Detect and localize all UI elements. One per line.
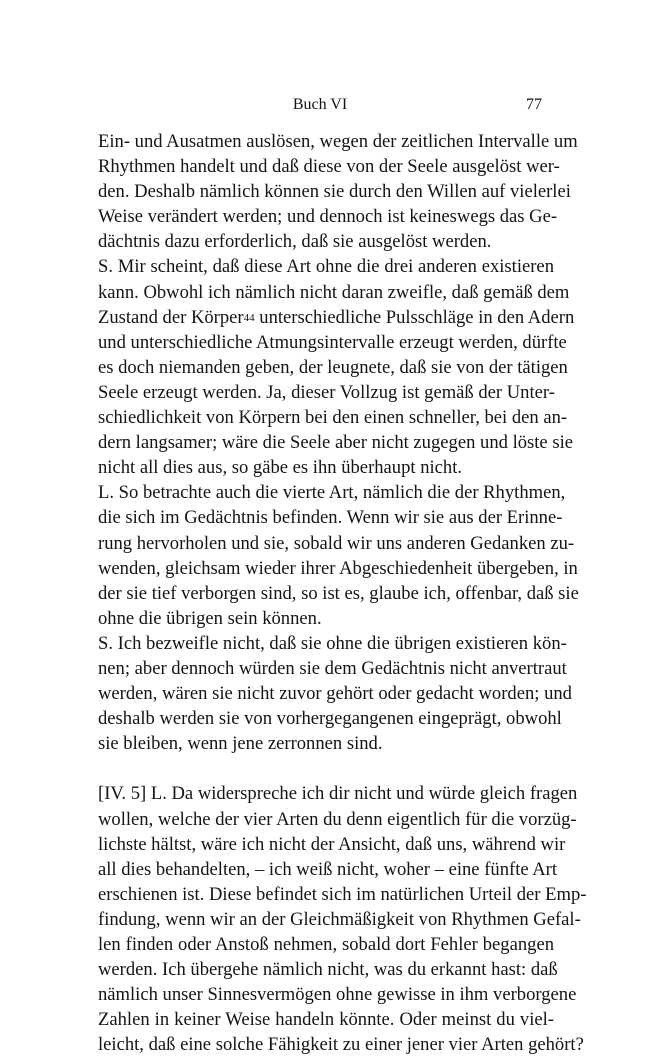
running-title: Buch VI — [292, 96, 348, 113]
text-line: werden. Ich übergehe nämlich nicht, was du erkannt hast: daß — [98, 959, 558, 981]
page-number: 77 — [526, 96, 542, 113]
text-line: den. Deshalb nämlich können sie durch den Willen auf vielerlei — [98, 181, 571, 203]
text-line: erschienen ist. Diese befindet sich im natürlichen Urteil der Emp- — [98, 883, 587, 905]
text-line: nämlich unser Sinnesvermögen ohne gewisse in ihm verborgene — [98, 984, 577, 1006]
text-line: schiedlichkeit von Körpern bei den einen schneller, bei den an- — [98, 407, 568, 429]
text-line: deshalb werden sie von vorhergegangenen eingeprägt, obwohl — [98, 708, 562, 730]
text-line: Rhythmen handelt und daß diese von der Seele ausgelöst wer- — [98, 156, 560, 178]
text-line: der sie tief verborgen sind, so ist es, glaube ich, offenbar, daß sie — [98, 582, 579, 604]
body-text — [98, 129, 587, 1057]
text-line: kann. Obwohl ich nämlich nicht daran zweifle, daß gemäß dem — [98, 281, 570, 303]
text-line: lichste hältst, wäre ich nicht der Ansicht, daß uns, während wir — [98, 833, 566, 855]
text-line: nicht all dies aus, so gäbe es ihn überhaupt nicht. — [98, 457, 463, 479]
text-line: all dies behandelten, – ich weiß nicht, woher – eine fünfte Art — [98, 858, 558, 880]
text-line: S. Mir scheint, daß diese Art ohne die drei anderen existieren — [98, 256, 554, 278]
text-line: rung hervorholen und sie, sobald wir uns anderen Gedanken zu- — [98, 532, 575, 554]
text-line: die sich im Gedächtnis befinden. Wenn wir sie aus der Erinne- — [98, 507, 563, 529]
text-line: und unterschiedliche Atmungsintervalle erzeugt werden, dürfte — [98, 331, 567, 353]
text-line: sie bleiben, wenn jene zerronnen sind. — [98, 733, 383, 755]
text-fragment: Zustand der Körper — [98, 306, 244, 328]
text-line: L. So betrachte auch die vierte Art, nämlich die der Rhythmen, — [98, 482, 566, 504]
text-line: Zahlen in keiner Weise handeln könnte. Oder meinst du viel- — [98, 1009, 554, 1031]
text-line: nen; aber dennoch würden sie dem Gedächtnis nicht anvertraut — [98, 657, 567, 679]
text-line-with-footnote — [98, 305, 575, 330]
text-fragment: unterschiedliche Pulsschläge in den Adern — [259, 306, 575, 328]
footnote-reference: 44 — [243, 311, 255, 324]
running-head — [98, 96, 542, 118]
text-line: [IV. 5] L. Da widerspreche ich dir nicht und würde gleich fragen — [98, 783, 578, 805]
text-line: Ein- und Ausatmen auslösen, wegen der zeitlichen Intervalle um — [98, 131, 578, 152]
text-line: leicht, daß eine solche Fähigkeit zu einer jener vier Arten gehört? — [98, 1034, 584, 1056]
text-line: es doch niemanden geben, der leugnete, daß sie von der tätigen — [98, 356, 568, 378]
text-line: wollen, welche der vier Arten du denn eigentlich für die vorzüg- — [98, 808, 577, 830]
text-line: len finden oder Anstoß nehmen, sobald dort Fehler begangen — [98, 934, 554, 955]
text-line: S. Ich bezweifle nicht, daß sie ohne die übrigen existieren kön- — [98, 632, 567, 654]
text-line: dächtnis dazu erforderlich, daß sie ausgelöst werden. — [98, 231, 492, 253]
text-line: findung, wenn wir an der Gleichmäßigkeit von Rhythmen Gefal- — [98, 908, 581, 930]
text-line: dern langsamer; wäre die Seele aber nicht zugegen und löste sie — [98, 432, 573, 454]
text-line: ohne die übrigen sein können. — [98, 607, 322, 629]
text-line: Seele erzeugt werden. Ja, dieser Vollzug ist gemäß der Unter- — [98, 381, 555, 403]
text-line: wenden, gleichsam wieder ihrer Abgeschiedenheit übergeben, in — [98, 557, 578, 579]
text-line: werden, wären sie nicht zuvor gehört oder gedacht worden; und — [98, 683, 572, 705]
section-break — [98, 756, 554, 781]
text-line: Weise verändert werden; und dennoch ist keineswegs das Ge- — [98, 206, 558, 228]
